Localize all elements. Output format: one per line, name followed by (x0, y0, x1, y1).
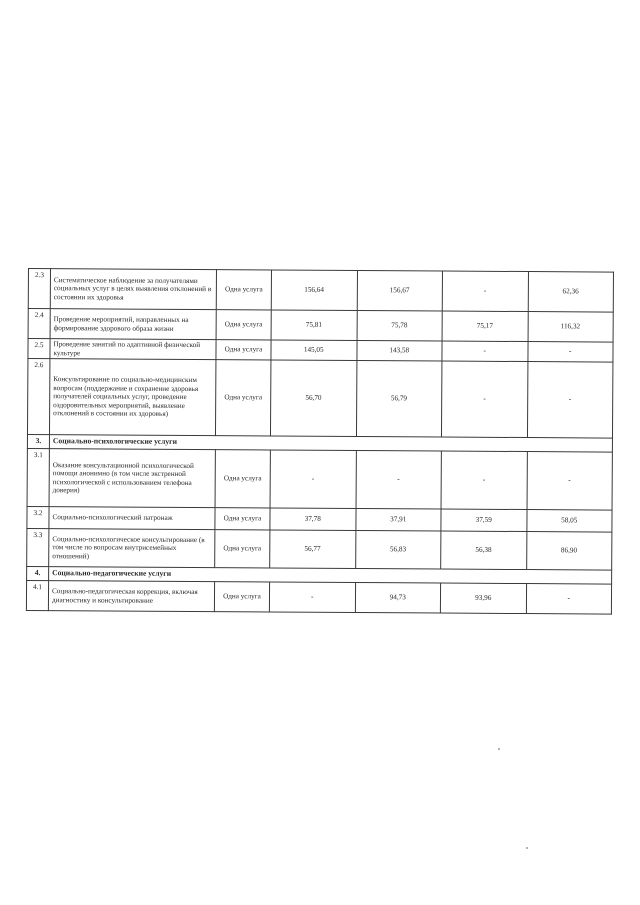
row-number: 2.3 (28, 269, 50, 309)
value-cell: 93,96 (440, 583, 526, 614)
value-cell: 56,79 (356, 361, 442, 438)
service-name: Проведение занятий по адаптивной физической культуре (50, 339, 216, 360)
value-cell: 37,59 (441, 509, 527, 532)
row-number: 2.6 (27, 359, 49, 435)
value-cell: - (441, 451, 527, 510)
service-name: Социально-психологический патронаж (49, 507, 215, 530)
table-row (27, 448, 612, 510)
service-name: Социально-педагогическая коррекция, включая диагностику и консультирование (48, 581, 214, 612)
value-cell: 56,77 (270, 530, 356, 569)
value-cell: - (527, 452, 613, 511)
value-cell: - (442, 341, 528, 362)
value-cell: 156,67 (357, 271, 443, 312)
value-cell: 94,73 (355, 583, 441, 614)
unit-cell: Одна услуга (214, 582, 269, 612)
document-page (26, 268, 613, 615)
value-cell: - (441, 361, 527, 438)
service-name: Проведение мероприятий, направленных на формирование здорового образа жизни (50, 309, 216, 340)
table-row (28, 309, 613, 343)
row-number: 4.1 (26, 580, 48, 610)
value-cell: 75,78 (357, 311, 443, 342)
row-number: 3.1 (27, 448, 49, 506)
scan-speck (526, 847, 528, 849)
value-cell: 75,17 (442, 311, 528, 342)
value-cell: 75,81 (271, 310, 357, 341)
scan-speck (498, 748, 500, 750)
row-number: 3.2 (27, 506, 49, 528)
section-number: 3. (27, 434, 49, 448)
row-number: 2.5 (28, 339, 50, 359)
value-cell: - (526, 584, 612, 615)
value-cell: 86,90 (526, 532, 612, 571)
row-number: 2.4 (28, 309, 50, 339)
unit-cell: Одна услуга (216, 310, 271, 340)
section-title: Социально-педагогические услуги (49, 567, 612, 584)
value-cell: - (269, 582, 355, 613)
section-number: 4. (27, 566, 49, 580)
service-name: Систематическое наблюдение за получателями социальных услуг в целях выявления отклонений в состоянии их здоровья (50, 269, 216, 310)
unit-cell: Одна услуга (216, 270, 271, 310)
unit-cell: Одна услуга (215, 530, 270, 568)
value-cell: 37,78 (270, 508, 356, 531)
tariff-table (26, 268, 614, 615)
value-cell: 56,83 (355, 531, 441, 570)
value-cell: 62,36 (528, 272, 614, 313)
value-cell: 37,91 (355, 509, 441, 532)
value-cell: 156,64 (271, 270, 357, 311)
value-cell: 143,58 (356, 341, 442, 362)
service-name: Оказание консультационной психологической помощи анонимно (в том числе экстренной психологической с использованием телефона доверия) (49, 449, 215, 508)
value-cell: 58,05 (526, 510, 612, 533)
table-row (27, 359, 612, 439)
row-number: 3.3 (27, 528, 49, 566)
unit-cell: Одна услуга (216, 340, 271, 360)
section-title: Социально-психологические услуги (49, 435, 612, 452)
value-cell: 116,32 (528, 312, 614, 343)
service-name: Социально-психологическое консультирование (в том числе по вопросам внутрисемейных отношений) (49, 529, 215, 568)
table-row (27, 528, 612, 570)
unit-cell: Одна услуга (215, 508, 270, 530)
service-name: Консультирование по социально-медицинским вопросам (поддержание и сохранение здоровья получателей социальных услуг, проведение оздоровительных мероприятий, выявление отклонений в состоянии их здоровья) (49, 359, 215, 436)
table-row (26, 580, 611, 614)
unit-cell: Одна услуга (215, 360, 270, 436)
value-cell: - (442, 271, 528, 312)
value-cell: - (270, 450, 356, 509)
value-cell: 56,70 (270, 360, 356, 437)
value-cell: - (527, 362, 613, 439)
value-cell: - (527, 342, 613, 363)
table-row (28, 269, 613, 313)
value-cell: 145,05 (271, 340, 357, 361)
unit-cell: Одна услуга (215, 450, 270, 508)
value-cell: 56,38 (441, 531, 527, 570)
value-cell: - (356, 451, 442, 510)
